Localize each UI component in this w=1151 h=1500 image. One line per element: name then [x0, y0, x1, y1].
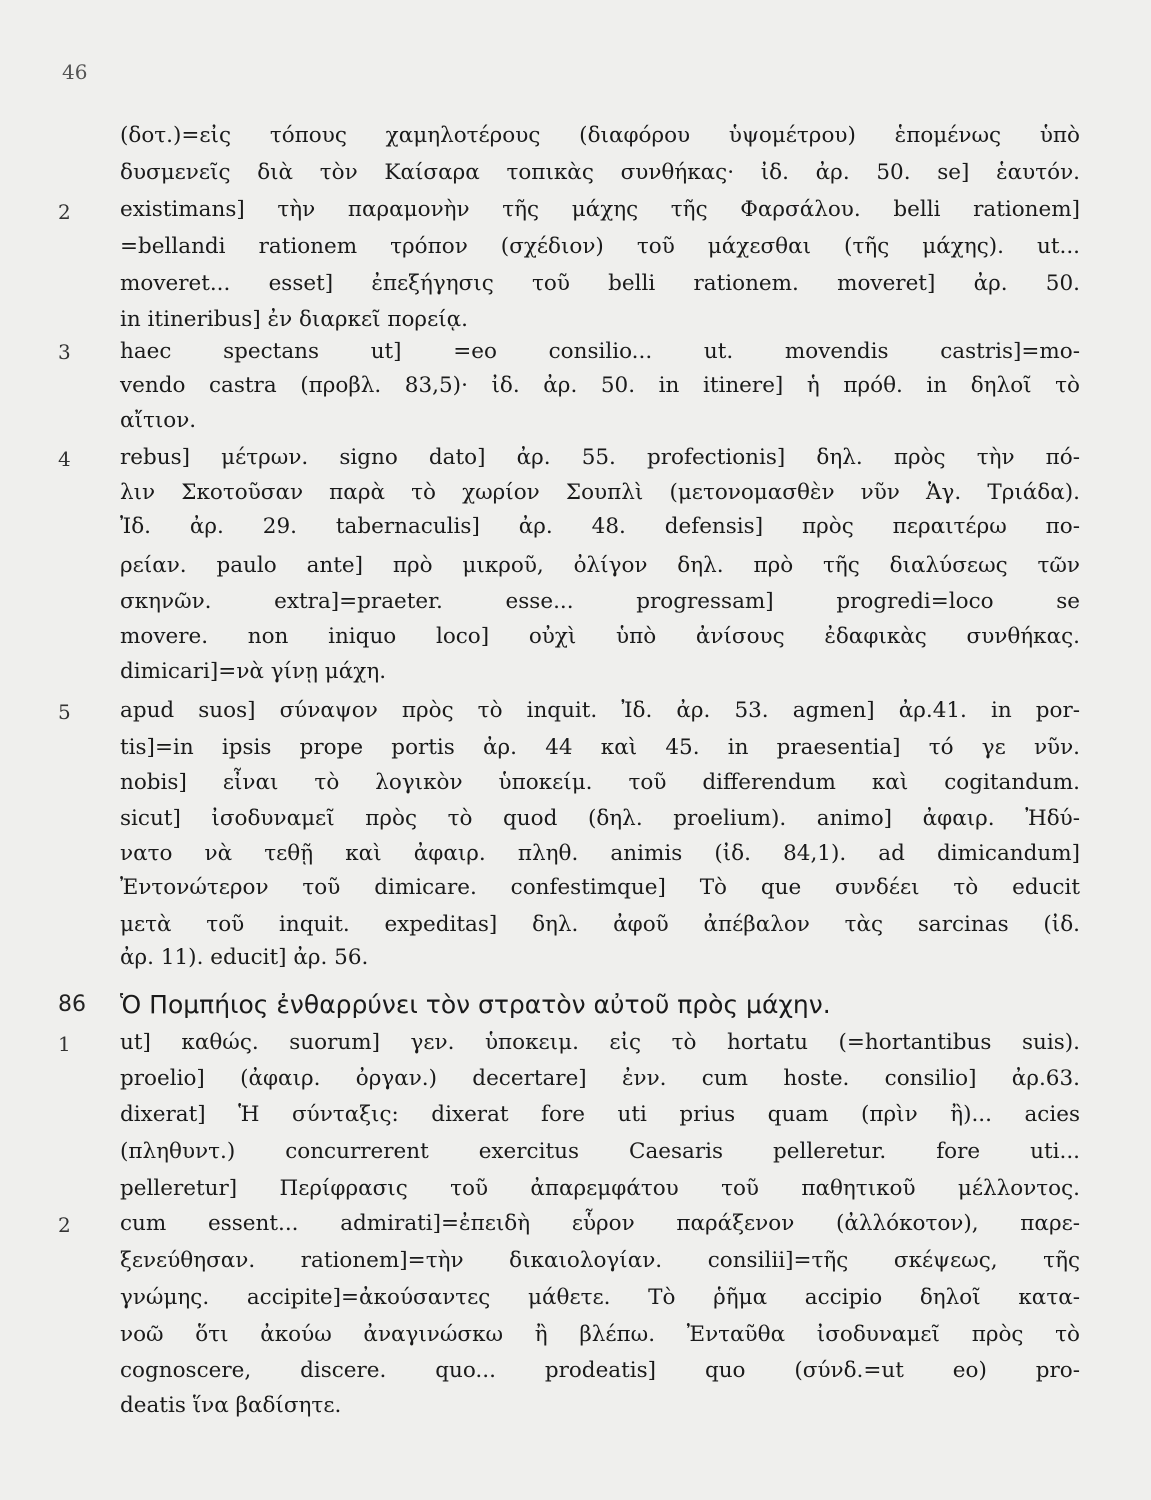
- text-line: existimans] τὴν παραμονὴν τῆς μάχης τῆς Φαρσάλου. belli rationem]: [120, 197, 1080, 222]
- section-title: Ὁ Πομπήιος ἐνθαρρύνει τὸν στρατὸν αὐτοῦ πρὸς μάχην.: [120, 990, 831, 1019]
- text-line: ut] καθώς. suorum] γεν. ὑποκειμ. εἰς τὸ hortatu (=hortantibus suis).: [120, 1030, 1080, 1055]
- text-line: movere. non iniquo loco] οὐχὶ ὑπὸ ἀνίσους ἐδαφικὰς συνθήκας.: [120, 624, 1080, 649]
- margin-marker: 5: [58, 700, 71, 724]
- text-line: cognoscere, discere. quo... prodeatis] quo (σύνδ.=ut eo) pro-: [120, 1358, 1080, 1383]
- text-line: σκηνῶν. extra]=praeter. esse... progressam] progredi=loco se: [120, 589, 1080, 614]
- text-line: (δοτ.)=εἰς τόπους χαμηλοτέρους (διαφόρου ὑψομέτρου) ἑπομένως ὑπὸ: [120, 123, 1080, 148]
- text-line: =bellandi rationem τρόπον (σχέδιον) τοῦ μάχεσθαι (τῆς μάχης). ut...: [120, 234, 1080, 259]
- text-line: pelleretur] Περίφρασις τοῦ ἀπαρεμφάτου τοῦ παθητικοῦ μέλλοντος.: [120, 1176, 1080, 1201]
- text-line: λιν Σκοτοῦσαν παρὰ τὸ χωρίον Σουπλὶ (μετονομασθὲν νῦν Ἁγ. Τριάδα).: [120, 480, 1080, 505]
- margin-marker: 86: [58, 992, 86, 1017]
- text-line: νατο νὰ τεθῇ καὶ ἀφαιρ. πληθ. animis (ἰδ. 84,1). ad dimicandum]: [120, 841, 1080, 866]
- text-line: γνώμης. accipite]=ἀκούσαντες μάθετε. Τὸ ῥῆμα accipio δηλοῖ κατα-: [120, 1285, 1080, 1310]
- text-line: tis]=in ipsis prope portis ἀρ. 44 καὶ 45. in praesentia] τό γε νῦν.: [120, 735, 1080, 760]
- text-line: νοῶ ὅτι ἀκούω ἀναγινώσκω ἢ βλέπω. Ἐνταῦθα ἰσοδυναμεῖ πρὸς τὸ: [120, 1322, 1080, 1347]
- text-line: ξενεύθησαν. rationem]=τὴν δικαιολογίαν. consilii]=τῆς σκέψεως, τῆς: [120, 1248, 1080, 1273]
- text-line: ρείαν. paulo ante] πρὸ μικροῦ, ὀλίγον δηλ. πρὸ τῆς διαλύσεως τῶν: [120, 553, 1080, 578]
- margin-marker: 3: [58, 340, 71, 364]
- text-line: proelio] (ἀφαιρ. ὀργαν.) decertare] ἐνν. cum hoste. consilio] ἀρ.63.: [120, 1066, 1080, 1091]
- text-line: in itineribus] ἐν διαρκεῖ πορείᾳ.: [120, 307, 468, 332]
- text-line: cum essent... admirati]=ἐπειδὴ εὗρον παράξενον (ἀλλόκοτον), παρε-: [120, 1211, 1080, 1236]
- margin-marker: 2: [58, 200, 71, 224]
- margin-marker: 2: [58, 1213, 71, 1237]
- margin-marker: 4: [58, 447, 71, 471]
- text-line: nobis] εἶναι τὸ λογικὸν ὑποκείμ. τοῦ differendum καὶ cogitandum.: [120, 770, 1080, 795]
- text-line: δυσμενεῖς διὰ τὸν Καίσαρα τοπικὰς συνθήκας· ἰδ. ἀρ. 50. se] ἑαυτόν.: [120, 160, 1080, 185]
- text-line: sicut] ἰσοδυναμεῖ πρὸς τὸ quod (δηλ. proelium). animo] ἀφαιρ. Ἠδύ-: [120, 806, 1080, 831]
- text-line: haec spectans ut] =eo consilio... ut. movendis castris]=mo-: [120, 339, 1080, 364]
- text-line: Ἰδ. ἀρ. 29. tabernaculis] ἀρ. 48. defensis] πρὸς περαιτέρω πο-: [120, 514, 1080, 539]
- page-number: 46: [62, 60, 88, 84]
- text-line: ἀρ. 11). educit] ἀρ. 56.: [120, 945, 369, 970]
- text-line: rebus] μέτρων. signo dato] ἀρ. 55. profectionis] δηλ. πρὸς τὴν πό-: [120, 445, 1080, 470]
- text-line: apud suos] σύναψον πρὸς τὸ inquit. Ἰδ. ἀρ. 53. agmen] ἀρ.41. in por-: [120, 698, 1080, 723]
- text-line: (πληθυντ.) concurrerent exercitus Caesaris pelleretur. fore uti...: [120, 1139, 1080, 1164]
- text-line: deatis ἵνα βαδίσητε.: [120, 1393, 342, 1418]
- text-line: moveret... esset] ἐπεξήγησις τοῦ belli rationem. moveret] ἀρ. 50.: [120, 271, 1080, 296]
- text-line: dixerat] Ἡ σύνταξις: dixerat fore uti prius quam (πρὶν ἢ)... acies: [120, 1102, 1080, 1127]
- text-line: vendo castra (προβλ. 83,5)· ἰδ. ἀρ. 50. in itinere] ἡ πρόθ. in δηλοῖ τὸ: [120, 373, 1080, 398]
- margin-marker: 1: [58, 1032, 71, 1056]
- text-line: αἴτιον.: [120, 408, 197, 433]
- text-line: Ἐντονώτερον τοῦ dimicare. confestimque] Τὸ que συνδέει τὸ educit: [120, 875, 1080, 900]
- text-line: dimicari]=νὰ γίνῃ μάχη.: [120, 659, 387, 684]
- text-line: μετὰ τοῦ inquit. expeditas] δηλ. ἀφοῦ ἀπέβαλον τὰς sarcinas (ἰδ.: [120, 912, 1080, 937]
